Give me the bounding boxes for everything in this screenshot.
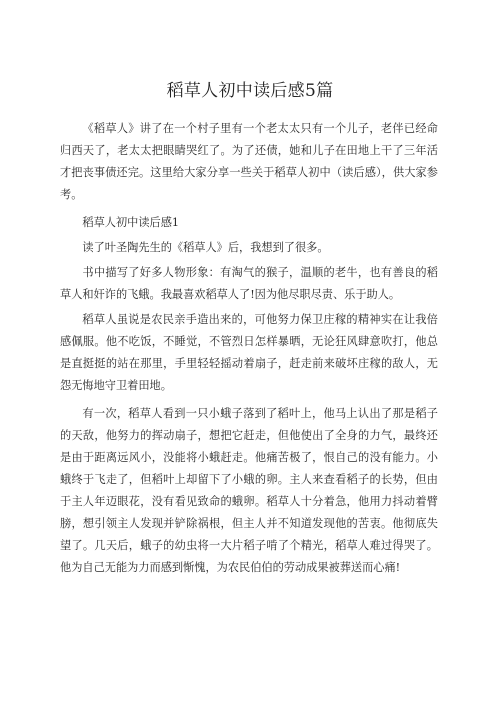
- document-title: 稻草人初中读后感5篇: [166, 81, 334, 101]
- body-paragraph: 书中描写了好多人物形象：有淘气的猴子，温顺的老牛，也有善良的稻草人和奸诈的飞蛾。我最喜欢稻草人了!因为他尽职尽责、乐于助人。: [60, 266, 438, 301]
- section-heading: 稻草人初中读后感1: [82, 216, 180, 229]
- document-body: [60, 118, 438, 582]
- body-paragraph: 读了叶圣陶先生的《稻草人》后，我想到了很多。: [82, 241, 329, 254]
- body-paragraph: 有一次，稻草人看到一只小蛾子落到了稻叶上，他马上认出了那是稻子的天敌，他努力的挥动扇子，想把它赶走，但他使出了全身的力气，最终还是由于距离远风小，没能将小蛾赶走。他痛苦极了，恨自己的没有能力。小蛾终于飞走了，但稻叶上却留下了小蛾的卵。主人来查看稻子的长势，但由于主人年迈眼花，没有看见致命的蛾卵。稻草人十分着急，他用力抖动着臂膀，想引领主人发现并铲除祸根，但主人并不知道发现他的苦衷。他彻底失望了。几天后，蛾子的幼虫将一大片稻子啃了个精光，稻草人难过得哭了。他为自己无能为力而感到惭愧，为农民伯伯的劳动成果被葬送而心痛!: [60, 407, 438, 574]
- body-paragraph: 稻草人虽说是农民亲手造出来的，可他努力保卫庄稼的精神实在让我倍感佩服。他不吃饭，不睡觉，不管烈日怎样暴晒，无论狂风肆意吹打，他总是直挺挺的站在那里，手里轻轻摇动着扇子，赶走前来破坏庄稼的敌人，无怨无悔地守卫着田地。: [60, 313, 438, 392]
- intro-paragraph: 《稻草人》讲了在一个村子里有一个老太太只有一个儿子，老伴已经命归西天了，老太太把眼睛哭红了。为了还债，她和儿子在田地上干了三年活才把丧事债还完。这里给大家分享一些关于稻草人初中（读后感），供大家参考。: [60, 122, 438, 201]
